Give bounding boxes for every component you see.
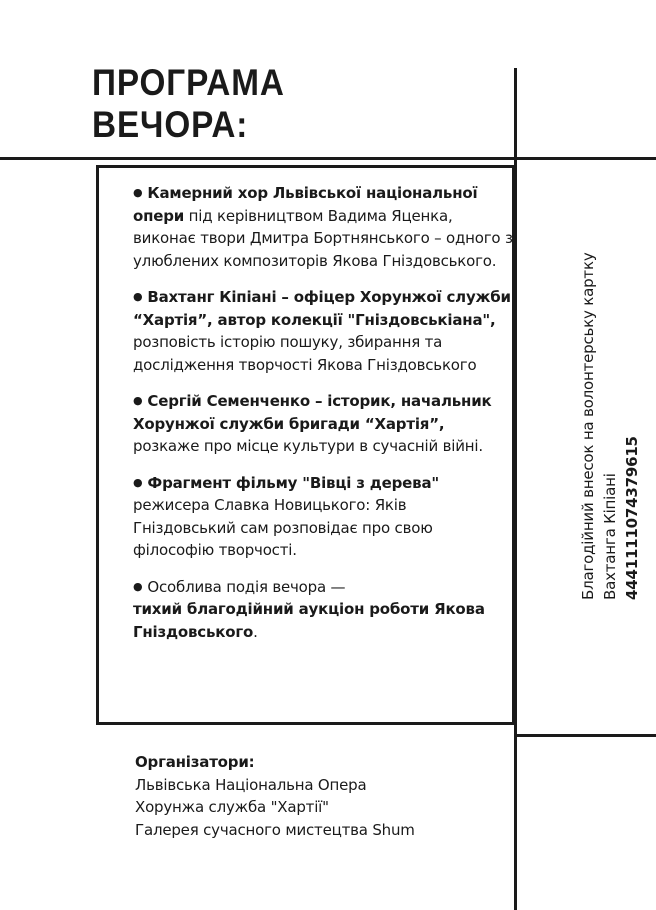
- bullet-icon: ●: [133, 394, 143, 407]
- donation-name: Вахтанга Кіпіані: [601, 473, 619, 600]
- highlight-intro: Особлива подія вечора —: [147, 577, 346, 596]
- program-item: [133, 182, 513, 272]
- bullet-icon: ●: [133, 290, 143, 303]
- program-item-bold: Камерний хор Львівської національної опери: [133, 184, 478, 225]
- organizer-line: Львівська Національна Опера: [135, 775, 367, 794]
- program-list: [133, 182, 513, 657]
- card-number: 4441111074379615: [623, 436, 641, 600]
- bullet-icon: ●: [133, 186, 143, 199]
- page-title: [92, 62, 285, 146]
- program-item-bold: Вахтанг Кіпіані – офіцер Хорунжої служби “Хартія”, автор колекції "Гніздовськіана",: [133, 288, 511, 329]
- program-item-text: розкаже про місце культури в сучасній війні.: [133, 437, 483, 455]
- organizer-line: Хорунжа служба "Хартії": [135, 798, 329, 816]
- horizontal-line-bottom: [514, 734, 656, 737]
- organizers-heading: Організатори:: [135, 753, 255, 771]
- highlight-bold: тихий благодійний аукціон роботи Якова Гніздовського: [133, 600, 485, 641]
- organizers: [135, 751, 515, 841]
- program-item-text: розповість історію пошуку, збирання та дослідження творчості Якова Гніздовського: [133, 333, 477, 374]
- program-item-text: під керівництвом Вадима Яценка, виконає твори Дмитра Бортнянського – одного з улюблених композиторів Якова Гніздовського.: [133, 206, 513, 270]
- bullet-icon: ●: [133, 579, 143, 593]
- program-item-bold: Фрагмент фільму "Вівці з дерева": [147, 473, 439, 492]
- donation-line-1: Благодійний внесок на волонтерську картку: [579, 252, 597, 600]
- program-item: [133, 286, 513, 376]
- donation-note: [577, 180, 643, 600]
- title-line-1: ПРОГРАМА: [92, 62, 285, 103]
- program-item: [133, 390, 513, 458]
- program-item-highlight: [133, 576, 513, 644]
- highlight-end: .: [253, 622, 258, 641]
- donation-line-2: [599, 180, 643, 600]
- program-item-bold: Сергій Семенченко – історик, начальник Хорунжої служби бригади “Хартія”,: [133, 392, 492, 433]
- bullet-icon: ●: [133, 475, 143, 489]
- program-item: [133, 472, 513, 562]
- horizontal-line-top: [0, 157, 656, 160]
- program-item-text: режисера Славка Новицького: Яків Гніздовський сам розповідає про свою філософію творчості.: [133, 496, 433, 559]
- title-line-2: ВЕЧОРА:: [92, 104, 249, 145]
- organizer-line: Галерея сучасного мистецтва Shum: [135, 820, 415, 839]
